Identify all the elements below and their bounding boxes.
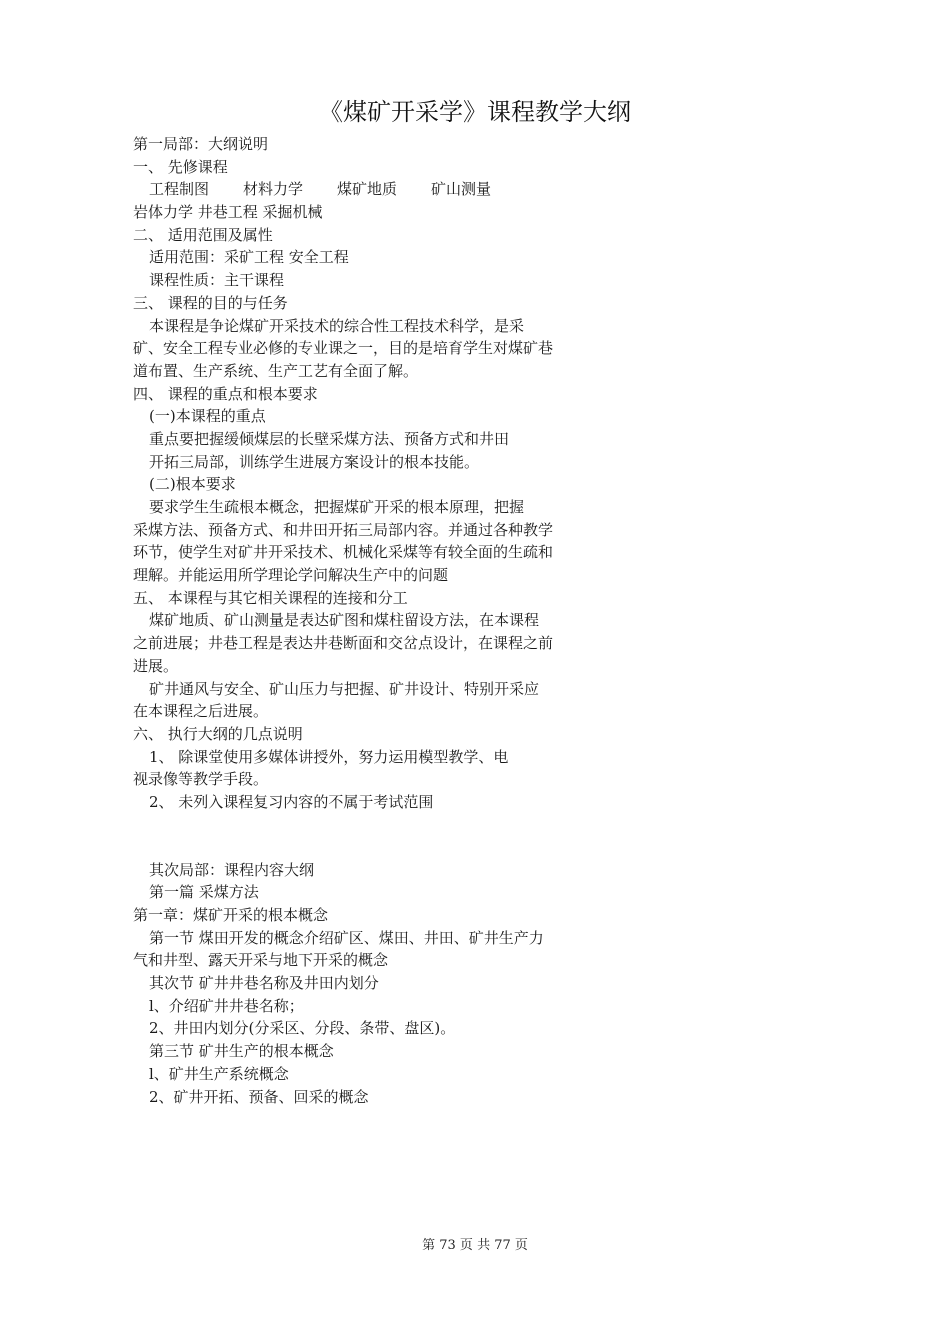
section-heading: 其次节 矿井井巷名称及井田内划分: [149, 974, 379, 993]
list-item: 2、矿井开拓、预备、回采的概念: [149, 1087, 369, 1106]
list-item-continued: 视录像等教学手段。: [133, 770, 269, 789]
page-title: 《煤矿开采学》课程教学大纲: [319, 98, 631, 126]
section2-heading: 二、 适用范围及属性: [133, 225, 273, 244]
paragraph-line: 采煤方法、预备方式、和井田开拓三局部内容。并通过各种教学: [133, 520, 554, 539]
list-item: l、介绍矿井井巷名称；: [149, 996, 304, 1015]
section1-heading: 一、 先修课程: [133, 157, 228, 176]
part2-heading: 其次局部：课程内容大纲: [149, 860, 315, 879]
paragraph-line: 道布置、生产系统、生产工艺有全面了解。: [133, 361, 419, 380]
paragraph-line: 第一节 煤田开发的概念介绍矿区、煤田、井田、矿井生产力: [149, 928, 544, 947]
page-number: 第 73 页 共 77 页: [422, 1238, 528, 1253]
piece-heading: 第一篇 采煤方法: [149, 883, 259, 902]
paragraph-line: 开拓三局部，训练学生进展方案设计的根本技能。: [149, 452, 480, 471]
section3-heading: 三、 课程的目的与任务: [133, 293, 288, 312]
course: 煤矿地质: [337, 180, 398, 199]
prereq-courses-line2: 岩体力学 井巷工程 采掘机械: [133, 203, 323, 222]
paragraph-line: 环节，使学生对矿井开采技术、机械化采煤等有较全面的生疏和: [133, 543, 554, 562]
paragraph-line: 重点要把握缓倾煤层的长壁采煤方法、预备方式和井田: [149, 429, 510, 448]
course: 工程制图: [149, 180, 210, 199]
nature-line: 课程性质：主干课程: [149, 271, 285, 290]
paragraph-line: 气和井型、露天开采与地下开采的概念: [133, 951, 389, 970]
part1-heading: 第一局部：大纲说明: [133, 135, 269, 153]
scope-line: 适用范围：采矿工程 安全工程: [149, 248, 349, 267]
paragraph-line: 理解。并能运用所学理论学问解决生产中的问题: [133, 566, 449, 585]
prereq-courses-line1: [133, 178, 613, 201]
list-item: 2、 未列入课程复习内容的不属于考试范围: [149, 792, 434, 811]
paragraph-line: 在本课程之后进展。: [133, 702, 269, 721]
paragraph-line: 之前进展；井巷工程是表达井巷断面和交岔点设计，在课程之前: [133, 634, 554, 653]
paragraph-line: 要求学生生疏根本概念，把握煤矿开采的根本原理，把握: [149, 498, 525, 516]
course: 材料力学: [243, 180, 304, 199]
section4-heading: 四、 课程的重点和根本要求: [133, 384, 318, 403]
section5-heading: 五、 本课程与其它相关课程的连接和分工: [133, 588, 408, 607]
course: 矿山测量: [431, 180, 492, 199]
list-item: l、矿井生产系统概念: [149, 1064, 289, 1083]
section6-heading: 六、 执行大纲的几点说明: [133, 724, 303, 743]
paragraph-line: 矿井通风与安全、矿山压力与把握、矿井设计、特别开采应: [149, 679, 540, 698]
subheading-key-points: (一)本课程的重点: [149, 407, 266, 426]
list-item: 1、 除课堂使用多媒体讲授外，努力运用模型教学、电: [149, 747, 509, 766]
spacer: [133, 814, 613, 859]
chapter-heading: 第一章：煤矿开采的根本概念: [133, 906, 329, 924]
section-heading: 第三节 矿井生产的根本概念: [149, 1042, 334, 1061]
subheading-requirements: (二)根本要求: [149, 475, 236, 494]
list-item: 2、井田内划分(分采区、分段、条带、盘区)。: [149, 1019, 456, 1038]
document-body: [133, 133, 613, 1108]
paragraph-line: 本课程是争论煤矿开采技术的综合性工程技术科学，是采: [149, 316, 525, 335]
paragraph-line: 进展。: [133, 656, 179, 675]
paragraph-line: 煤矿地质、矿山测量是表达矿图和煤柱留设方法，在本课程: [149, 611, 540, 630]
paragraph-line: 矿、安全工程专业必修的专业课之一，目的是培育学生对煤矿巷: [133, 339, 554, 358]
